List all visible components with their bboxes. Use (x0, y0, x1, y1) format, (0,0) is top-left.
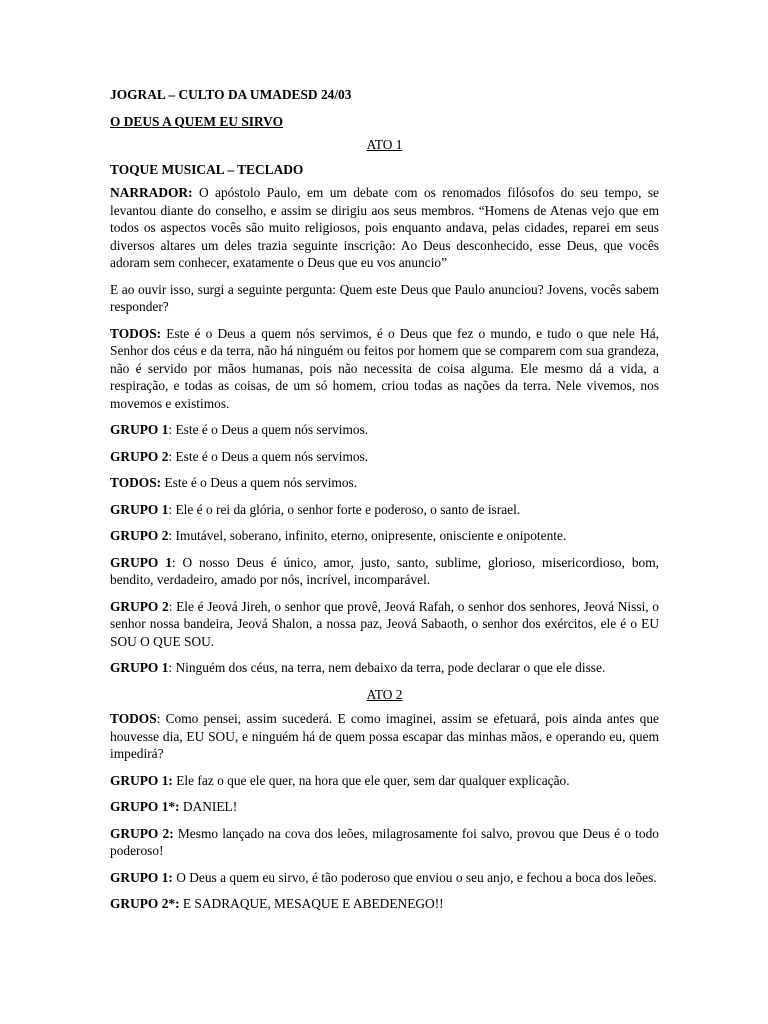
act-2-body (110, 710, 659, 913)
act-1-heading: ATO 1 (366, 137, 403, 152)
dialogue-text: O apóstolo Paulo, em um debate com os renomados filósofos do seu tempo, se levantou diante do conselho, e assim se dirigiu aos seus membros. “Homens de Atenas vejo que em todos os aspectos vocês são muito religiosos, pois enquanto andava, pelas cidades, reparei em seus diversos altares um deles trazia seguinte inscrição: Ao Deus desconhecido, esse Deus, que vocês adoram sem conhecer, exatamente o Deus que eu vos anuncio” (110, 185, 659, 270)
dialogue-paragraph (110, 474, 659, 492)
speaker-label: NARRADOR: (110, 185, 193, 200)
dialogue-text: O Deus a quem eu sirvo, é tão poderoso que enviou o seu anjo, e fechou a boca dos leões. (172, 869, 657, 885)
dialogue-text: : Este é o Deus a quem nós servimos. (168, 448, 369, 464)
dialogue-text: : O nosso Deus é único, amor, justo, santo, sublime, glorioso, misericordioso, bom, bendito, verdadeiro, amado por nós, incrível, incomparável. (110, 554, 659, 587)
dialogue-text: E ao ouvir isso, surgi a seguinte pergunta: Quem este Deus que Paulo anunciou? Jovens, vocês sabem responder? (110, 281, 659, 314)
speaker-label: GRUPO 1*: (110, 799, 180, 814)
dialogue-paragraph (110, 448, 659, 466)
dialogue-paragraph (110, 598, 659, 651)
dialogue-text: Mesmo lançado na cova dos leões, milagrosamente foi salvo, provou que Deus é o todo poderoso! (110, 825, 659, 858)
document-page (110, 86, 659, 922)
dialogue-paragraph (110, 798, 659, 816)
dialogue-paragraph (110, 325, 659, 413)
speaker-label: TODOS: (110, 325, 162, 341)
speaker-label: GRUPO 1 (110, 554, 172, 570)
dialogue-paragraph (110, 710, 659, 763)
dialogue-text: : Ele é Jeová Jireh, o senhor que provê, Jeová Rafah, o senhor dos senhores, Jeová Nissi, o senhor nossa bandeira, Jeová Shalon, a nossa paz, Jeová Sabaoth, o senhor dos exércitos, ele é o EU SOU O QUE SOU. (110, 598, 659, 649)
dialogue-text: : Este é o Deus a quem nós servimos. (168, 422, 369, 437)
dialogue-paragraph (110, 501, 659, 519)
dialogue-paragraph (110, 869, 659, 887)
act-1-body (110, 184, 659, 677)
speaker-label: GRUPO 1: (110, 869, 173, 885)
dialogue-paragraph (110, 184, 659, 272)
speaker-label: GRUPO 1 (110, 422, 169, 437)
dialogue-paragraph (110, 527, 659, 545)
dialogue-text: DANIEL! (179, 799, 238, 814)
dialogue-paragraph (110, 659, 659, 677)
dialogue-paragraph (110, 421, 659, 439)
speaker-label: TODOS: (110, 475, 162, 490)
dialogue-text: Ele faz o que ele quer, na hora que ele quer, sem dar qualquer explicação. (172, 772, 570, 788)
speaker-label: GRUPO 1 (110, 501, 169, 517)
musical-cue: TOQUE MUSICAL – TECLADO (110, 161, 304, 177)
speaker-label: GRUPO 2*: (110, 896, 180, 911)
dialogue-text: : Imutável, soberano, infinito, eterno, onipresente, onisciente e onipotente. (168, 528, 567, 543)
speaker-label: GRUPO 2: (110, 825, 174, 841)
dialogue-text: Este é o Deus a quem nós servimos, é o Deus que fez o mundo, e tudo o que nele Há, Senhor dos céus e da terra, não há ninguém ou feitos por homem que se comparem com sua grandeza, não é servido por mãos humanas, pois não necessita de coisa alguma. Ele mesmo dá a vida, a respiração, e todas as coisas, de um só homem, criou todas as nações da terra. Nele vivemos, nos movemos e existimos. (110, 325, 659, 411)
dialogue-text: : Ele é o rei da glória, o senhor forte e poderoso, o santo de israel. (168, 501, 521, 517)
document-title: JOGRAL – CULTO DA UMADESD 24/03 (110, 87, 352, 102)
speaker-label: GRUPO 1 (110, 660, 169, 675)
dialogue-paragraph (110, 772, 659, 790)
dialogue-text: Este é o Deus a quem nós servimos. (161, 475, 358, 490)
speaker-label: GRUPO 2 (110, 598, 169, 614)
dialogue-paragraph (110, 554, 659, 589)
speaker-label: GRUPO 2 (110, 448, 169, 464)
speaker-label: GRUPO 1: (110, 772, 173, 788)
act-2-heading: ATO 2 (366, 686, 403, 702)
document-subtitle: O DEUS A QUEM EU SIRVO (110, 113, 283, 129)
dialogue-text: E SADRAQUE, MESAQUE E ABEDENEGO!! (179, 896, 444, 911)
dialogue-text: : Como pensei, assim sucederá. E como imaginei, assim se efetuará, pois ainda antes que houvesse dia, EU SOU, e ninguém há de quem possa escapar das minhas mãos, e operando eu, quem impedirá? (110, 711, 659, 761)
speaker-label: GRUPO 2 (110, 528, 169, 543)
dialogue-text: : Ninguém dos céus, na terra, nem debaixo da terra, pode declarar o que ele disse. (168, 660, 606, 675)
dialogue-paragraph (110, 895, 659, 913)
dialogue-paragraph (110, 281, 659, 316)
speaker-label: TODOS (110, 711, 157, 726)
dialogue-paragraph (110, 825, 659, 860)
